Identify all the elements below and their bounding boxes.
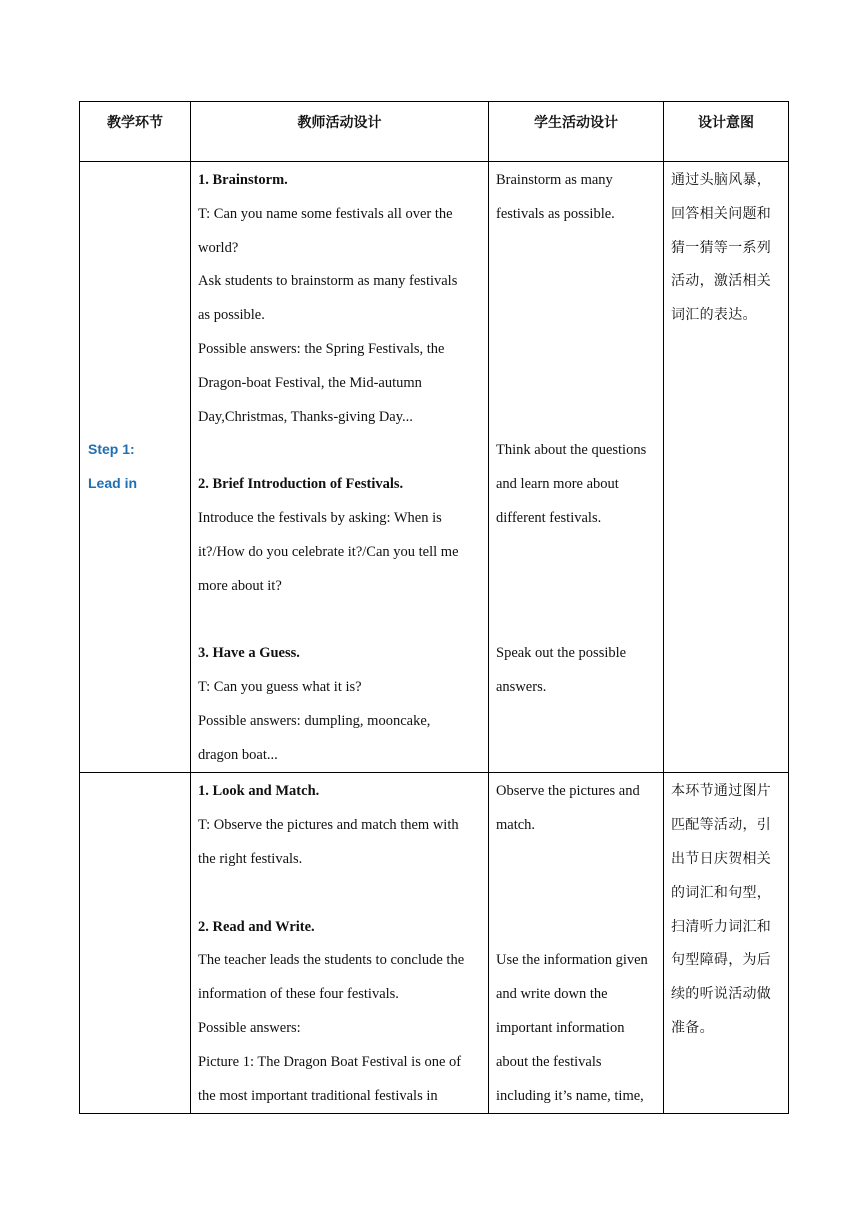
text-line <box>496 232 656 266</box>
text-line <box>198 877 481 911</box>
design-intent-cell <box>664 162 789 773</box>
text-line <box>496 877 656 911</box>
step-number: Step 1: <box>88 441 135 458</box>
step-cell <box>80 162 191 773</box>
text-line: T: Can you guess what it is? <box>198 678 362 695</box>
text-line <box>496 603 656 637</box>
design-intent-lines <box>664 773 788 1045</box>
header-teacher-activity: 教师活动设计 <box>191 102 489 162</box>
student-activity-lines <box>489 773 663 1113</box>
text-line <box>496 570 656 604</box>
text-line: Possible answers: dumpling, mooncake, <box>198 712 431 729</box>
text-line: match. <box>496 817 536 834</box>
text-line <box>496 265 656 299</box>
text-line: it?/How do you celebrate it?/Can you tell me <box>198 543 459 560</box>
text-line: the most important traditional festivals in <box>198 1087 438 1104</box>
text-line: Dragon-boat Festival, the Mid-autumn <box>198 374 422 391</box>
lesson-plan-table <box>79 101 789 1114</box>
text-line: Day,Christmas, Thanks-giving Day... <box>198 408 413 425</box>
header-row <box>80 102 789 162</box>
text-line: answers. <box>496 678 547 695</box>
text-line: about the festivals <box>496 1053 602 1070</box>
text-line: different festivals. <box>496 509 602 526</box>
text-line: 匹配等活动，引 <box>671 817 772 834</box>
text-line: 3. Have a Guess. <box>198 645 300 662</box>
text-line: 扫清听力词汇和 <box>671 918 772 935</box>
text-line: festivals as possible. <box>496 205 615 222</box>
text-line <box>198 434 481 468</box>
text-line: including it’s name, time, <box>496 1087 644 1104</box>
table-row <box>80 162 789 773</box>
text-line: Introduce the festivals by asking: When is <box>198 509 442 526</box>
text-line: T: Observe the pictures and match them with <box>198 817 459 834</box>
text-line: Brainstorm as many <box>496 172 613 188</box>
text-line: 词汇的表达。 <box>671 307 757 324</box>
text-line <box>496 911 656 945</box>
header-student-activity: 学生活动设计 <box>489 102 664 162</box>
student-activity-lines <box>489 162 663 705</box>
teacher-activity-lines <box>191 773 488 1113</box>
text-line: 出节日庆贺相关 <box>671 850 772 867</box>
header-teaching-step: 教学环节 <box>80 102 191 162</box>
text-line <box>496 401 656 435</box>
text-line: 1. Brainstorm. <box>198 172 288 188</box>
text-line: and write down the <box>496 986 608 1003</box>
text-line: 2. Brief Introduction of Festivals. <box>198 476 404 493</box>
design-intent-cell <box>664 773 789 1114</box>
text-line: 句型障碍，为后 <box>671 952 772 969</box>
text-line: Use the information given <box>496 952 648 969</box>
text-line: 续的听说活动做 <box>671 986 772 1003</box>
design-intent-lines <box>664 162 788 333</box>
student-activity-cell <box>489 773 664 1114</box>
text-line <box>496 843 656 877</box>
text-line: and learn more about <box>496 476 619 493</box>
teacher-activity-cell <box>191 162 489 773</box>
text-line: Possible answers: <box>198 1019 301 1036</box>
teacher-activity-cell <box>191 773 489 1114</box>
text-line: 1. Look and Match. <box>198 783 320 800</box>
text-line: important information <box>496 1019 625 1036</box>
text-line: Possible answers: the Spring Festivals, the <box>198 340 445 357</box>
text-line: information of these four festivals. <box>198 986 399 1003</box>
text-line: Picture 1: The Dragon Boat Festival is one of <box>198 1053 462 1070</box>
text-line: Ask students to brainstorm as many festivals <box>198 273 458 290</box>
student-activity-cell <box>489 162 664 773</box>
text-line: The teacher leads the students to conclude the <box>198 952 465 969</box>
text-line: 通过头脑风暴， <box>671 172 772 188</box>
text-line <box>496 367 656 401</box>
text-line <box>496 333 656 367</box>
header-design-intent: 设计意图 <box>664 102 789 162</box>
teacher-activity-lines <box>191 162 488 772</box>
text-line: dragon boat... <box>198 746 278 763</box>
text-line: world? <box>198 239 239 256</box>
text-line: 回答相关问题和 <box>671 205 772 222</box>
text-line: the right festivals. <box>198 850 303 867</box>
text-line: Observe the pictures and <box>496 783 640 800</box>
table-row <box>80 773 789 1114</box>
text-line: as possible. <box>198 307 265 324</box>
text-line: 准备。 <box>671 1019 714 1036</box>
text-line: 2. Read and Write. <box>198 918 315 935</box>
text-line: 的词汇和句型， <box>671 884 772 901</box>
text-line: T: Can you name some festivals all over the <box>198 205 453 222</box>
text-line <box>496 536 656 570</box>
text-line: 本环节通过图片 <box>671 783 772 800</box>
text-line: Speak out the possible <box>496 645 627 662</box>
text-line <box>496 299 656 333</box>
text-line: 猜一猜等一系列 <box>671 239 772 256</box>
text-line <box>198 603 481 637</box>
text-line: 活动，激活相关 <box>671 273 772 290</box>
step-cell <box>80 773 191 1114</box>
step-title: Lead in <box>88 475 138 492</box>
text-line: more about it? <box>198 577 282 594</box>
text-line: Think about the questions <box>496 442 647 459</box>
